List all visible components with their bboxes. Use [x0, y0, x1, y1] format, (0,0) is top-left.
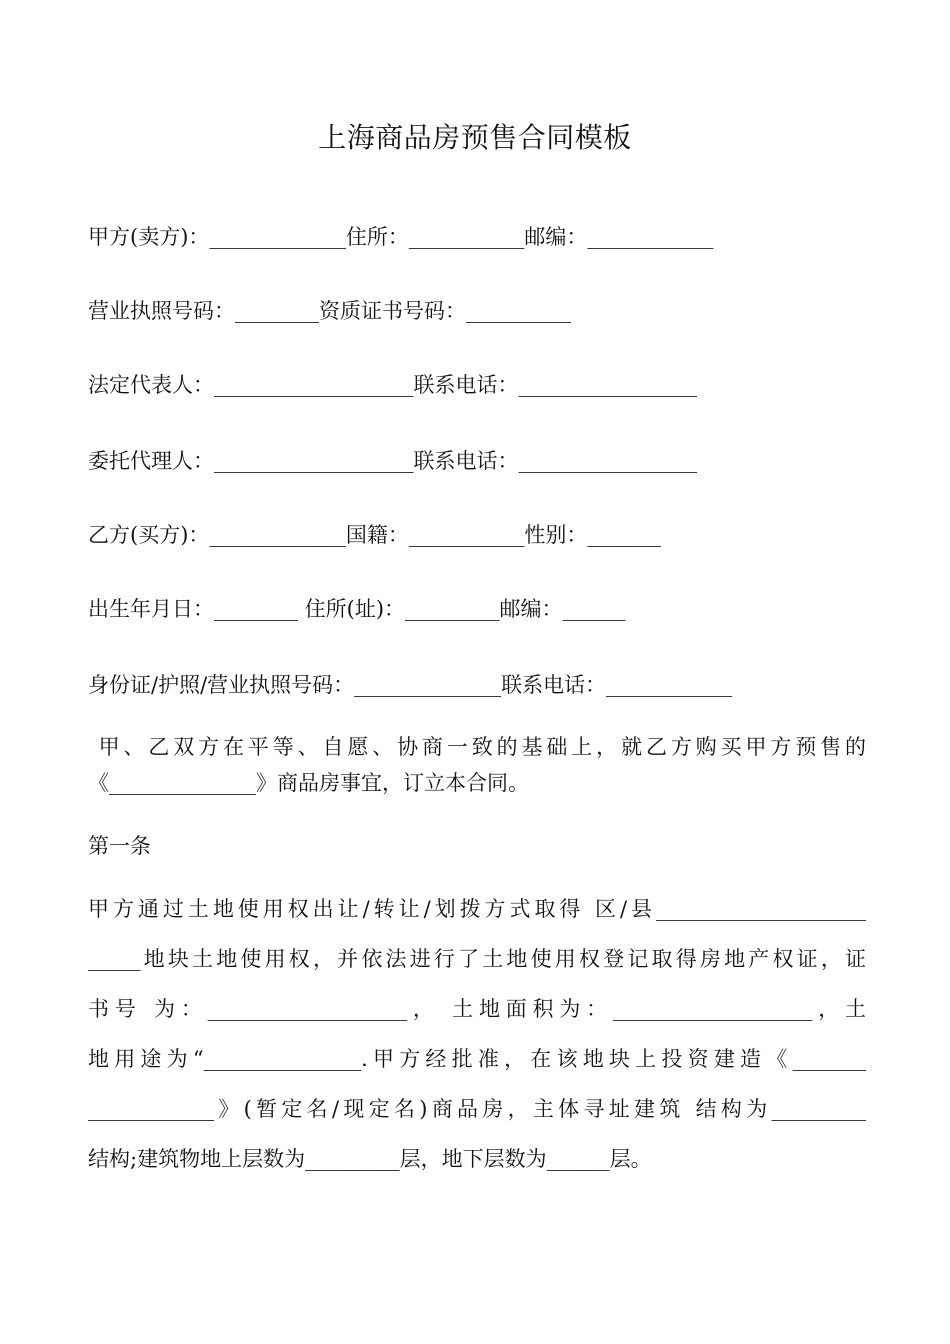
article-line-3: 书号 为：___________________， 土地面积为：___________________，土	[88, 997, 866, 1021]
party-b-line: 乙方(买方)：_____________国籍：___________性别：_______	[88, 523, 661, 547]
article-line-5: ____________》(暂定名/现定名)商品房，主体寻址建筑 结构为_________	[88, 1097, 866, 1121]
party-b-id-line: 身份证/护照/营业执照号码：______________联系电话：____________	[88, 673, 733, 697]
document-title: 上海商品房预售合同模板	[318, 121, 632, 154]
article-line-4: 地用途为“_______________.甲方经批准，在该地块上投资建造《_______	[88, 1047, 866, 1071]
party-a-agent-line: 委托代理人：___________________联系电话：_________________	[88, 449, 697, 473]
party-a-legal-rep-line: 法定代表人：___________________联系电话：_________________	[88, 373, 697, 397]
article-line-1: 甲方通过土地使用权出让/转让/划拨方式取得 区/县____________________	[88, 897, 866, 921]
party-a-license-line: 营业执照号码：________资质证书号码：__________	[88, 299, 571, 323]
party-b-birth-line: 出生年月日：________ 住所(址)：_________邮编：______	[88, 597, 626, 621]
intro-line-1: 甲、乙双方在平等、自愿、协商一致的基础上，就乙方购买甲方预售的	[88, 735, 866, 759]
article-heading: 第一条	[88, 834, 151, 858]
article-line-6: 结构;建筑物地上层数为_________层，地下层数为______层。	[88, 1147, 652, 1171]
intro-line-2: 《______________》商品房事宜，订立本合同。	[88, 771, 529, 795]
party-a-line: 甲方(卖方)：_____________住所：___________邮编：____________	[88, 225, 714, 249]
article-line-2: _____地块土地使用权，并依法进行了土地使用权登记取得房地产权证，证	[88, 947, 866, 971]
